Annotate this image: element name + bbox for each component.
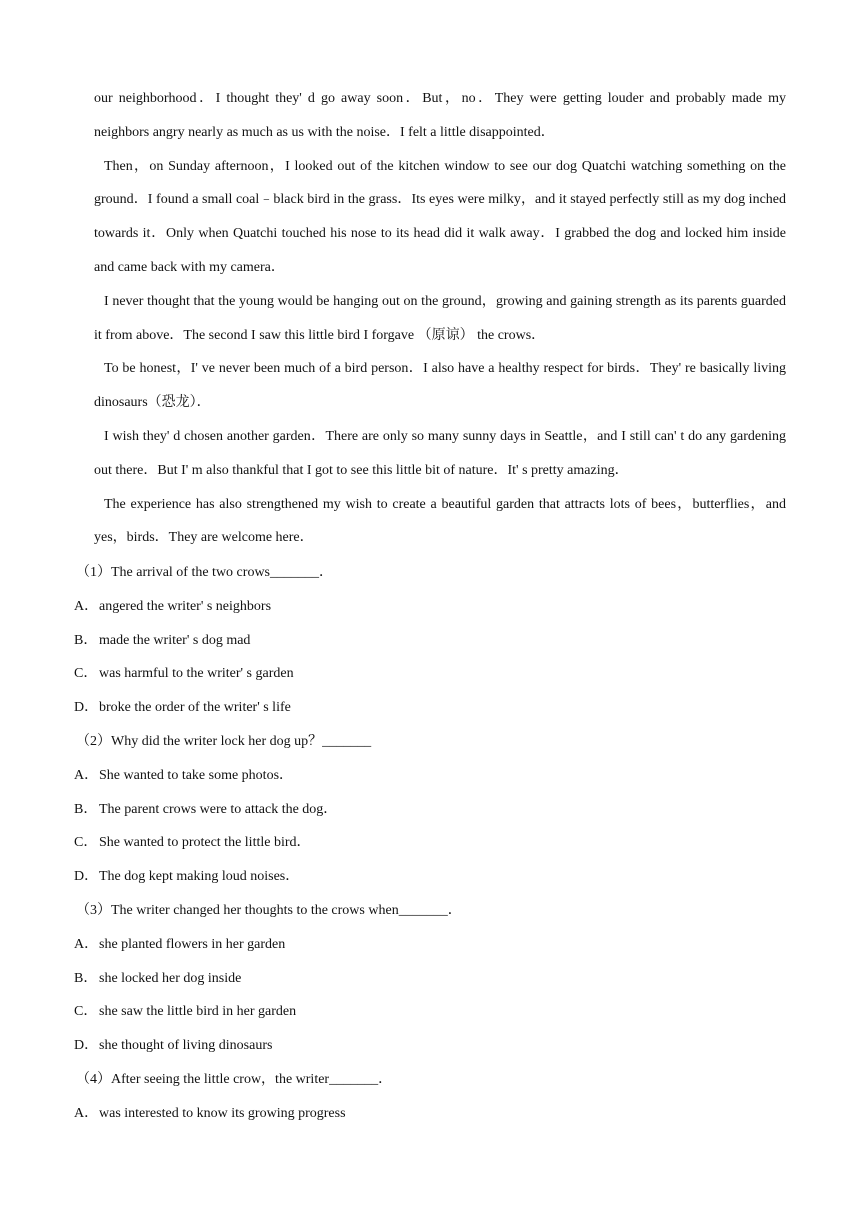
- question-list: [74, 556, 786, 1131]
- answer-option: [74, 1097, 786, 1131]
- answer-option: [74, 826, 786, 860]
- answer-option: [74, 860, 786, 894]
- option-text: made the writer' s dog mad: [99, 632, 251, 648]
- option-letter: B．: [74, 970, 98, 986]
- option-letter: C．: [74, 835, 98, 851]
- answer-option: [74, 928, 786, 962]
- option-letter: A．: [74, 598, 99, 614]
- answer-option: [74, 759, 786, 793]
- passage-paragraph: Then，on Sunday afternoon，I looked out of the kitchen window to see our dog Quatchi watching something on the ground．I found a small coal﹣black bird in the grass．Its eyes were milky，and it stayed perfectly still as my dog inched towards it．Only when Quatchi touched his nose to its head did it walk away．I grabbed the dog and locked him inside and came back with my camera．: [94, 158, 786, 275]
- option-text: She wanted to take some photos．: [99, 767, 294, 783]
- option-text: The parent crows were to attack the dog．: [99, 801, 338, 817]
- answer-option: [74, 624, 786, 658]
- option-letter: A．: [74, 936, 99, 952]
- option-text: was harmful to the writer' s garden: [99, 666, 294, 682]
- passage-paragraph: I wish they' d chosen another garden．There are only so many sunny days in Seattle，and I still can' t do any gardening out there．But I' m also thankful that I got to see this little bit of nature．It' s pretty amazing．: [94, 428, 786, 478]
- option-letter: D．: [74, 700, 99, 716]
- option-letter: C．: [74, 666, 98, 682]
- answer-option: [74, 691, 786, 725]
- question-stem: （4）After seeing the little crow，the writer_______．: [76, 1071, 393, 1087]
- option-letter: A．: [74, 1105, 99, 1121]
- passage-paragraph: To be honest，I' ve never been much of a bird person．I also have a healthy respect for birds．They' re basically living dinosaurs（恐龙）．: [94, 361, 786, 411]
- answer-option: [74, 1029, 786, 1063]
- answer-option: [74, 793, 786, 827]
- option-letter: B．: [74, 801, 98, 817]
- answer-option: [74, 962, 786, 996]
- option-letter: D．: [74, 1038, 99, 1054]
- option-letter: C．: [74, 1004, 98, 1020]
- passage-paragraph: The experience has also strengthened my wish to create a beautiful garden that attracts lots of bees，butterflies，and yes，birds．They are welcome here．: [94, 496, 786, 546]
- option-text: angered the writer' s neighbors: [99, 598, 272, 614]
- option-text: she locked her dog inside: [99, 970, 242, 986]
- question-stem: （3）The writer changed her thoughts to the crows when_______．: [76, 902, 462, 918]
- option-letter: D．: [74, 869, 99, 885]
- option-text: The dog kept making loud noises．: [99, 869, 300, 885]
- passage-paragraph: our neighborhood．I thought they' d go away soon．But，no．They were getting louder and probably made my neighbors angry nearly as much as us with the noise．I felt a little disappointed．: [94, 91, 786, 140]
- option-text: She wanted to protect the little bird．: [99, 835, 311, 851]
- option-text: she thought of living dinosaurs: [99, 1038, 273, 1054]
- option-text: was interested to know its growing progress: [99, 1105, 346, 1121]
- reading-passage: [94, 82, 786, 555]
- option-letter: B．: [74, 632, 98, 648]
- answer-option: [74, 590, 786, 624]
- question-stem: （1）The arrival of the two crows_______．: [76, 565, 333, 580]
- answer-option: [74, 995, 786, 1029]
- answer-option: [74, 657, 786, 691]
- question-stem: （2）Why did the writer lock her dog up？_______: [76, 733, 372, 749]
- option-text: she saw the little bird in her garden: [99, 1004, 297, 1020]
- passage-paragraph: I never thought that the young would be hanging out on the ground，growing and gaining strength as its parents guarded it from above．The second I saw this little bird I forgave （原谅） the crows．: [94, 293, 786, 343]
- option-text: broke the order of the writer' s life: [99, 700, 291, 716]
- option-text: she planted flowers in her garden: [99, 936, 286, 952]
- option-letter: A．: [74, 767, 99, 783]
